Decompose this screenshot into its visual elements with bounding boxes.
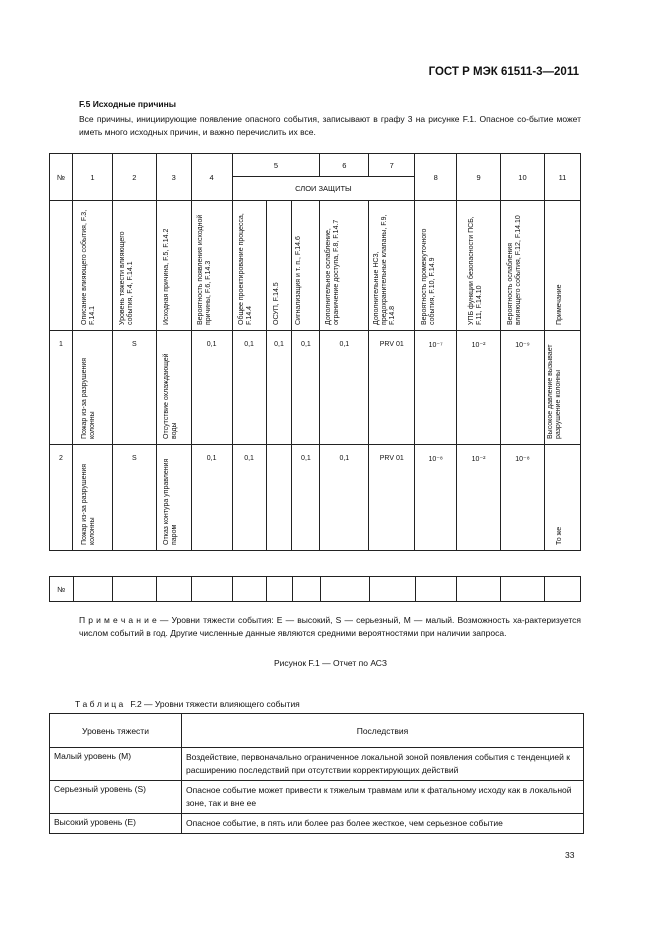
- event-description: Пожар из-за разрушения колонны: [81, 357, 97, 439]
- document-id: ГОСТ Р МЭК 61511-3—2011: [428, 66, 579, 78]
- col-header: Исходная причина, F.5, F.14.2: [156, 201, 191, 331]
- severity-level: Малый уровень (M): [50, 748, 182, 781]
- event-description: Пожар из-за разрушения колонны: [81, 463, 97, 545]
- col-header: Описание влияющего события, F.3, F.14.1: [72, 201, 112, 331]
- table-row: [50, 445, 581, 551]
- col-number: 4: [191, 154, 232, 201]
- row-note: Высокое давление вызывает разрушение колонны: [547, 344, 563, 439]
- col-header: Вероятность появления исходной причины, F.6, F.14.3: [191, 201, 232, 331]
- col-header: Вероятность ослабления влияющего события, F.12, F.14.10: [501, 201, 545, 331]
- ipl-value: PRV 01: [379, 455, 404, 462]
- page-number: 33: [565, 850, 575, 860]
- figure-note: [79, 614, 581, 640]
- header-consequences: Последствия: [182, 714, 584, 748]
- asz-report-table: [49, 153, 581, 551]
- bpcs-value: 0,1: [274, 341, 284, 348]
- table-row: [50, 814, 584, 834]
- table-row: [50, 331, 581, 445]
- col-number: 3: [156, 154, 191, 201]
- section-title: F.5 Исходные причины: [79, 99, 177, 109]
- col-number: 2: [112, 154, 156, 201]
- alarms-value: 0,1: [301, 455, 311, 462]
- severity-level: Высокий уровень (E): [50, 814, 182, 834]
- note-label: П р и м е ч а н и е —: [79, 615, 169, 625]
- sil-value: 10⁻²: [471, 342, 486, 349]
- ipl-value: PRV 01: [379, 341, 404, 348]
- initiating-cause: Отказ контура управления паром: [162, 458, 178, 545]
- table-row: [50, 781, 584, 814]
- table-row: [50, 748, 584, 781]
- consequences: Опасное событие, в пять или более раз более жесткое, чем серьезное событие: [182, 814, 584, 834]
- col-number: 11: [544, 154, 580, 201]
- consequences: Воздействие, первоначально ограниченное локальной зоной появления события с тенденцией к расширению последствий при отсутствии корректирующих действий: [182, 748, 584, 781]
- col-header: Сигнализация и т. п., F.14.6: [292, 201, 320, 331]
- mitigated-probability: 10⁻⁸: [515, 456, 530, 463]
- intermediate-probability: 10⁻⁷: [428, 342, 443, 349]
- col-number: 7: [369, 154, 415, 177]
- col-number: 10: [501, 154, 545, 201]
- col-number: 6: [320, 154, 369, 177]
- col-number: 9: [457, 154, 501, 201]
- intermediate-probability: 10⁻⁸: [428, 456, 443, 463]
- section-paragraph: Все причины, инициирующие появление опасного события, записывают в графу 3 на рисунке F.1. Опасное со-бытие может иметь много исходных причин, и важно перечислить их все.: [79, 114, 581, 137]
- col-header: Дополнительные НСЗ, предохранительные клапаны, F.9, F.14.8: [369, 201, 415, 331]
- row-number: 2: [59, 455, 63, 462]
- mitigated-probability: 10⁻⁹: [515, 342, 530, 349]
- col-num-header: №: [50, 154, 73, 201]
- protection-layers-label: СЛОИ ЗАЩИТЫ: [232, 177, 415, 201]
- sil-value: 10⁻²: [471, 456, 486, 463]
- row-number: 1: [59, 341, 63, 348]
- col-number: 8: [415, 154, 457, 201]
- note-text: Уровни тяжести события: E — высокий, S — серьезный, M — малый. Возможность ха-рактеризуется числом событий в год. Другие численные данные являются средними вероятностями при наличии запроса.: [79, 615, 581, 638]
- col-header: Уровень тяжести влияющего события, F.4, F.14.1: [112, 201, 156, 331]
- figure-caption: Рисунок F.1 — Отчет по АСЗ: [274, 658, 387, 668]
- mitigation-value: 0,1: [339, 341, 350, 348]
- col-header: ОСУП, F.14.5: [266, 201, 292, 331]
- col-number: 5: [232, 154, 320, 177]
- mitigation-value: 0,1: [339, 455, 350, 462]
- col-header: Общее проектирование процесса, F.14.4: [232, 201, 266, 331]
- cause-probability: 0,1: [206, 455, 217, 462]
- initiating-cause: Отсутствие охлаждающей воды: [162, 353, 178, 439]
- cause-probability: 0,1: [206, 341, 217, 348]
- col-header: [50, 201, 73, 331]
- col-header: Вероятность промежуточного события, F.10, F.14.9: [415, 201, 457, 331]
- table-title: Т а б л и ц а F.2 — Уровни тяжести влияющего события: [75, 699, 300, 709]
- footer-number-row: [49, 576, 581, 602]
- severity-levels-table: [49, 713, 584, 834]
- alarms-value: 0,1: [301, 341, 311, 348]
- design-value: 0,1: [244, 455, 254, 462]
- footer-no: №: [50, 577, 74, 602]
- severity-level: Серьезный уровень (S): [50, 781, 182, 814]
- col-number: 1: [72, 154, 112, 201]
- col-header: Примечание: [544, 201, 580, 331]
- header-level: Уровень тяжести: [50, 714, 182, 748]
- severity: S: [131, 341, 137, 348]
- consequences: Опасное событие может привести к тяжелым травмам или к фатальному исходу как в локальной зоне, так и вне ее: [182, 781, 584, 814]
- row-note: То же: [556, 526, 564, 545]
- design-value: 0,1: [244, 341, 254, 348]
- col-header: УПБ функции безопасности ПСБ, F.11, F.14.10: [457, 201, 501, 331]
- col-header: Дополнительное ослабление, ограничение доступа, F.8, F.14.7: [320, 201, 369, 331]
- severity: S: [131, 455, 137, 462]
